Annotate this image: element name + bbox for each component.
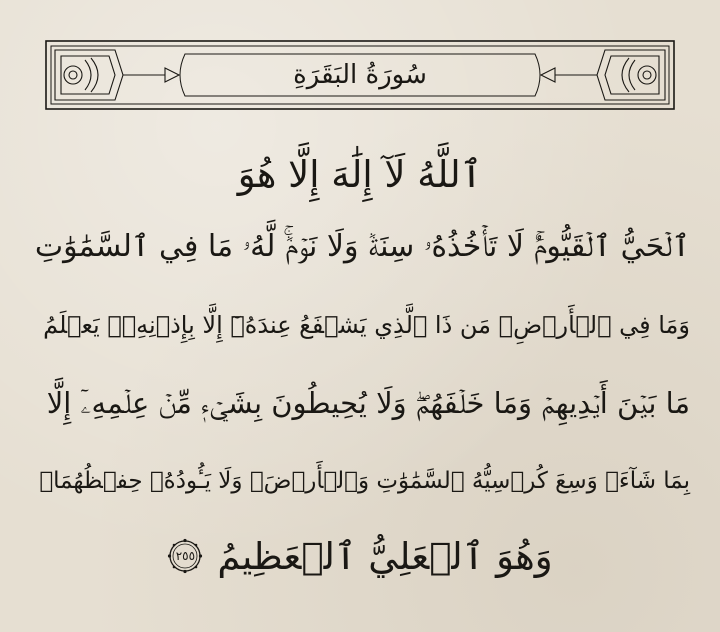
verse-text-block	[30, 140, 690, 592]
verse-line-6-text: وَهُوَ ٱلۡعَلِيُّ ٱلۡعَظِيمُ	[217, 534, 553, 578]
verse-line-6	[30, 520, 690, 592]
verse-line-5: بِمَا شَآءَۚ وَسِعَ كُرۡسِيُّهُ ٱلسَّمَٰوَٰتِ وَٱلۡأَرۡضَۖ وَلَا يَـُٔودُهُۥ حِفۡظُهُمَاۚ	[39, 467, 690, 494]
verse-line-1: ٱللَّهُ لَآ إِلَٰهَ إِلَّا هُوَ	[237, 152, 483, 196]
verse-line-4: مَا بَيۡنَ أَيۡدِيهِمۡ وَمَا خَلۡفَهُمۡۖ وَلَا يُحِيطُونَ بِشَيۡءٖ مِّنۡ عِلۡمِهِۦٓ إِلَّا	[46, 385, 690, 420]
surah-header-frame	[45, 40, 675, 110]
verse-line-3: وَمَا فِي ٱلۡأَرۡضِۗ مَن ذَا ٱلَّذِي يَشۡفَعُ عِندَهُۥٓ إِلَّا بِإِذۡنِهِۦۚ يَعۡلَمُ	[43, 311, 690, 339]
verse-line-2: ٱلۡحَيُّ ٱلۡقَيُّومُۚ لَا تَأۡخُذُهُۥ سِنَةٞ وَلَا نَوۡمٞۚ لَّهُۥ مَا فِي ٱلسَّمَٰوَٰتِ	[34, 229, 690, 264]
ayah-end-marker	[167, 538, 203, 574]
surah-title: سُورَةُ البَقَرَةِ	[293, 60, 427, 90]
ayah-number: ٢٥٥	[175, 549, 196, 563]
